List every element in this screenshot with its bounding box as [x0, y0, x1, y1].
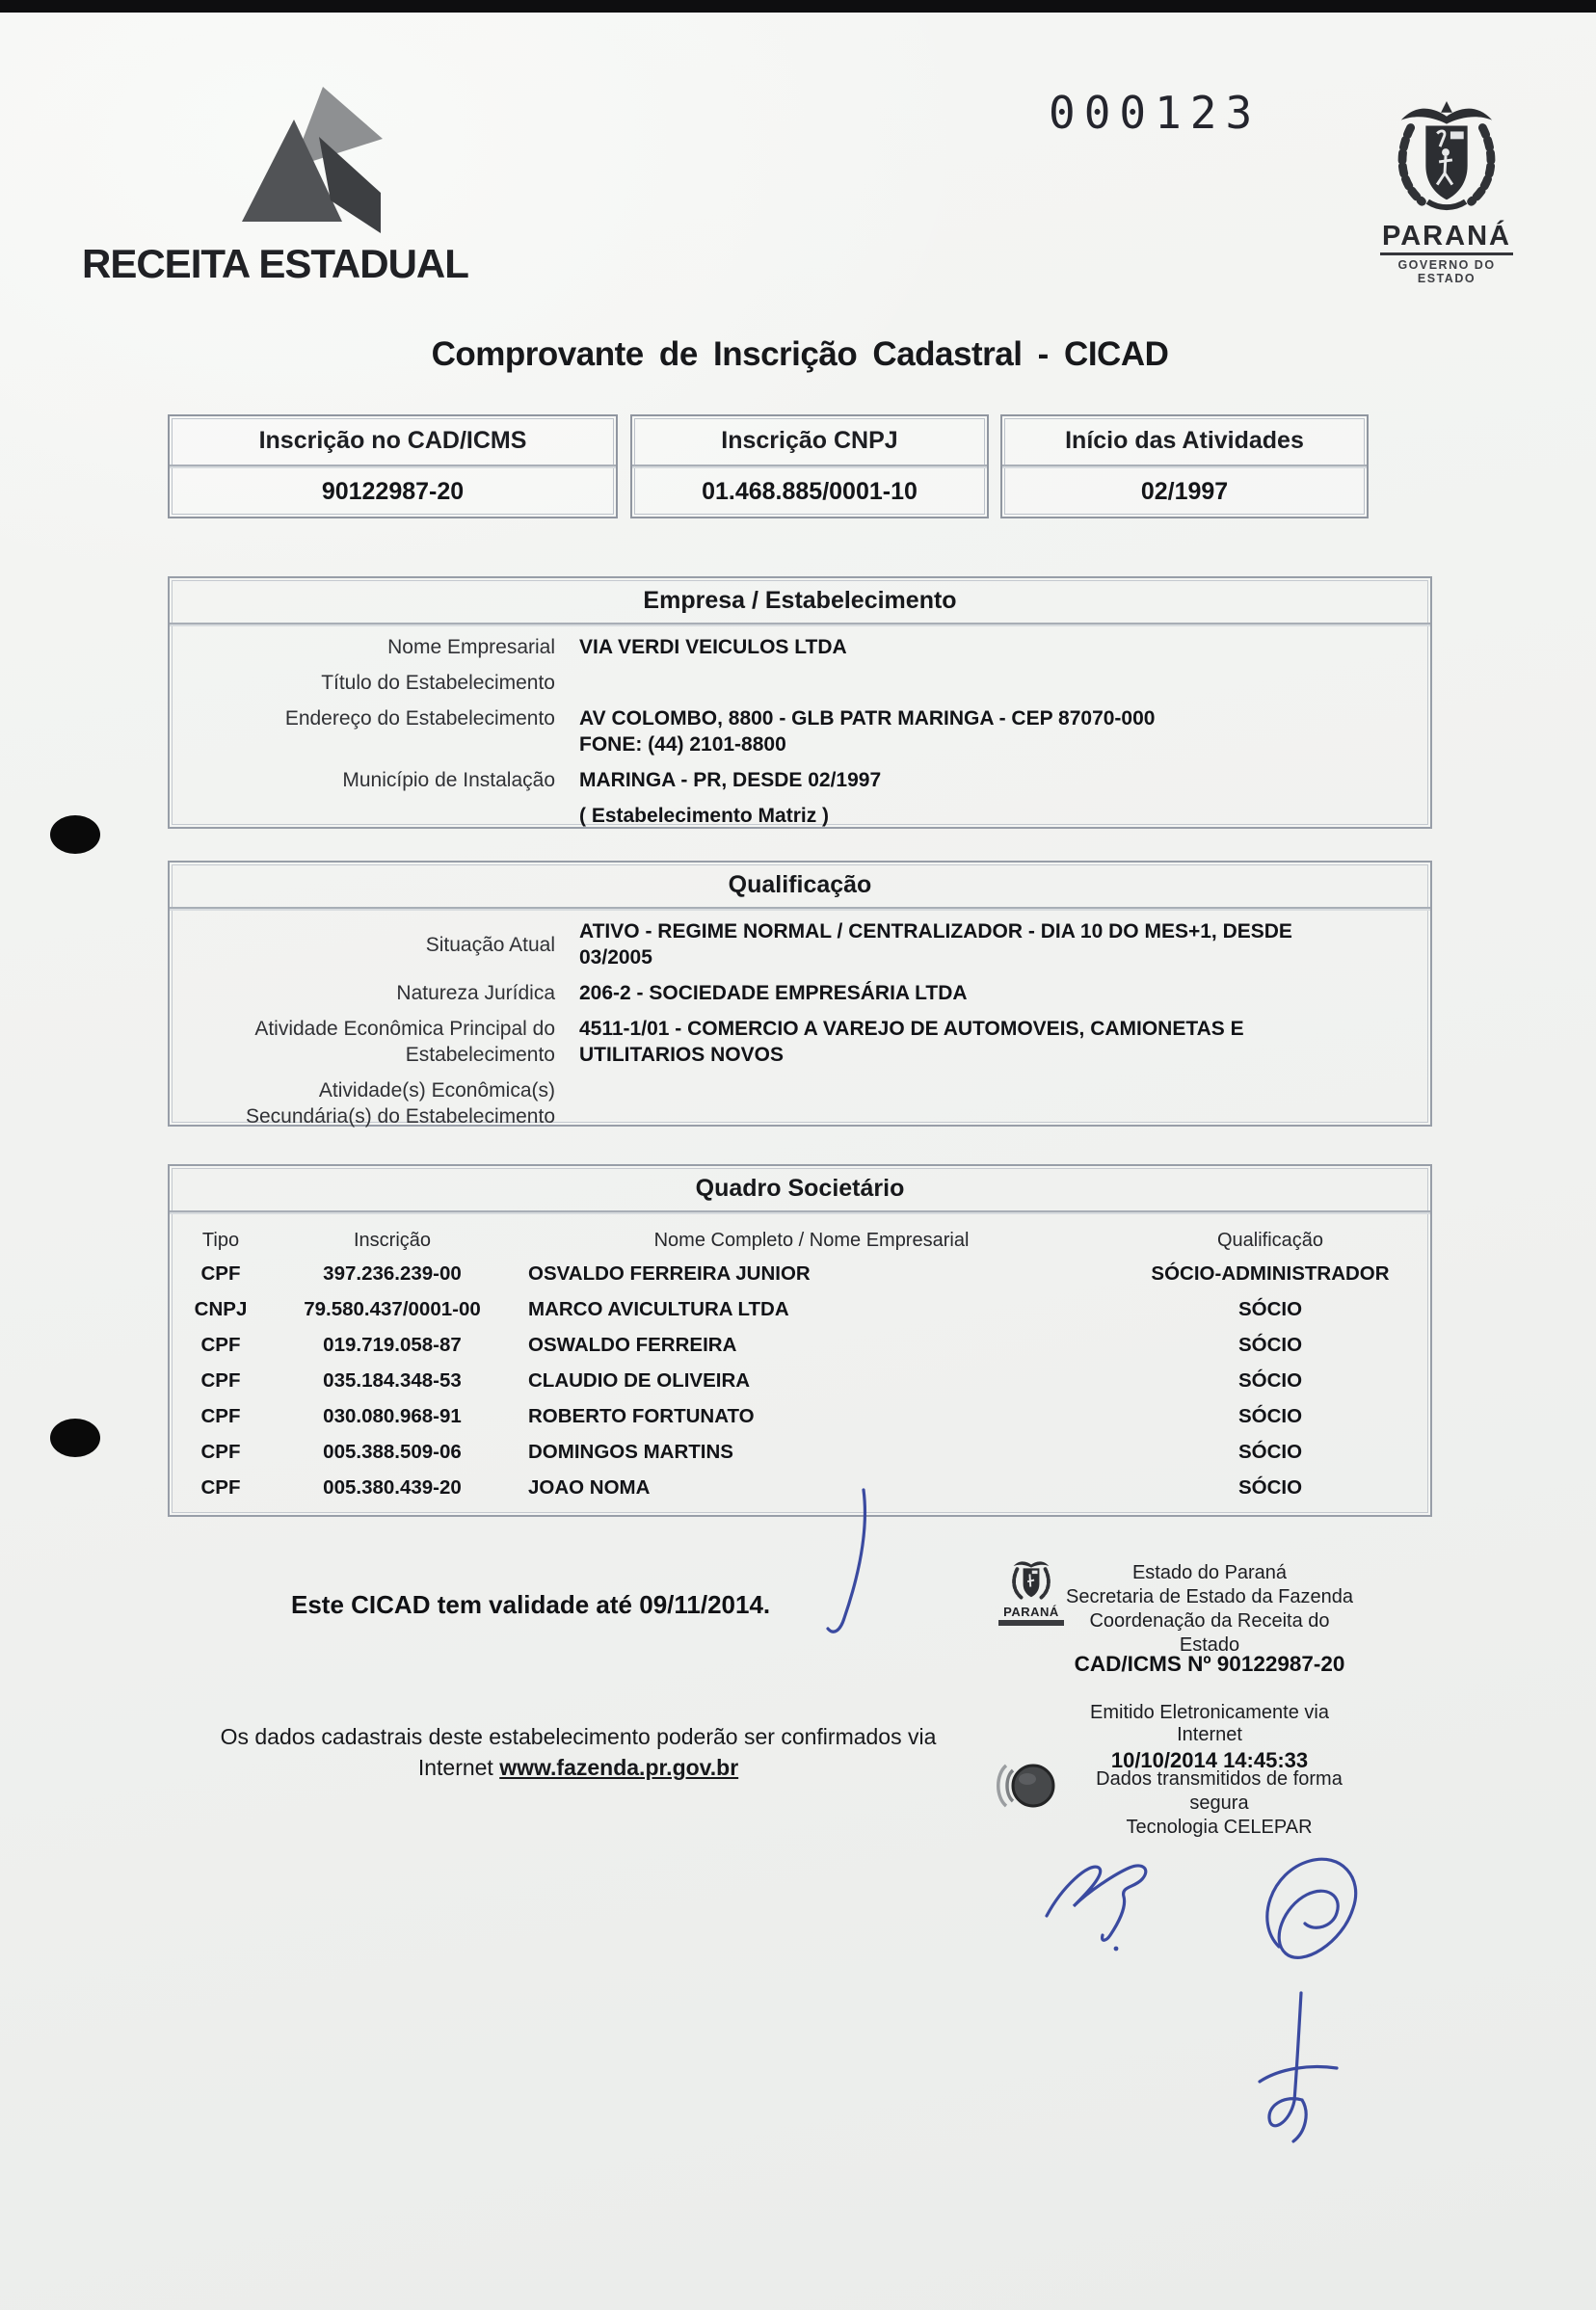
partner-row: [170, 1434, 1430, 1470]
section-title: Quadro Societário: [170, 1166, 1430, 1212]
partner-role: SÓCIO: [1237, 1368, 1303, 1392]
confirmation-note: [145, 1721, 1012, 1783]
field-label: Título do Estabelecimento: [321, 672, 555, 694]
partner-id: 019.719.058-87: [323, 1333, 462, 1356]
field-label: Município de Instalação: [342, 769, 555, 791]
summary-value: 01.468.885/0001-10: [702, 478, 918, 505]
secure-transmission-note: [1075, 1767, 1364, 1840]
partner-type: CPF: [200, 1368, 241, 1392]
field-label: Atividade Econômica Principal do Estabelecimento: [254, 1018, 555, 1066]
page-title: Comprovante de Inscrição Cadastral - CICAD: [431, 335, 1169, 373]
empresa-fields: [170, 624, 1430, 829]
parana-logo: [1367, 93, 1527, 285]
confirmation-line1: Os dados cadastrais deste estabelecimento poderão ser confirmados via: [220, 1724, 937, 1749]
partner-role: SÓCIO: [1237, 1404, 1303, 1427]
field-row: [170, 918, 1430, 970]
partner-name: OSWALDO FERREIRA: [528, 1333, 737, 1356]
partner-name: ROBERTO FORTUNATO: [528, 1404, 755, 1427]
partner-row: [170, 1398, 1430, 1434]
summary-value: 90122987-20: [321, 478, 465, 505]
partner-id: 035.184.348-53: [323, 1368, 462, 1392]
partner-type: CNPJ: [194, 1297, 248, 1320]
partner-id: 397.236.239-00: [323, 1261, 462, 1285]
field-value: ATIVO - REGIME NORMAL / CENTRALIZADOR - DIA 10 DO MES+1, DESDE 03/2005: [579, 920, 1292, 969]
emission-label: Emitido Eletronicamente via Internet: [1090, 1702, 1329, 1745]
hole-punch-top: [50, 815, 100, 854]
partner-name: OSVALDO FERREIRA JUNIOR: [528, 1261, 811, 1285]
partner-type: CPF: [200, 1440, 241, 1463]
field-value: 4511-1/01 - COMERCIO A VAREJO DE AUTOMOVEIS, CAMIONETAS E UTILITARIOS NOVOS: [579, 1018, 1244, 1066]
section-quadro-societario: [168, 1164, 1432, 1517]
partner-type: CPF: [200, 1261, 241, 1285]
partner-id: 030.080.968-91: [323, 1404, 462, 1427]
field-row: [170, 634, 1430, 660]
partner-role: SÓCIO: [1237, 1475, 1303, 1499]
parana-logo-small-name: PARANÁ: [1003, 1605, 1059, 1619]
qualificacao-fields: [170, 909, 1430, 1129]
validity-statement: Este CICAD tem validade até 09/11/2014.: [291, 1590, 771, 1619]
summary-label: Inscrição CNPJ: [632, 416, 987, 466]
receita-estadual-logo: [82, 83, 496, 287]
parana-logo-small-bar: [998, 1620, 1064, 1626]
summary-box-cnpj: [630, 414, 989, 518]
section-title: Qualificação: [170, 863, 1430, 909]
column-header-nome: Nome Completo / Nome Empresarial: [653, 1229, 970, 1251]
signature-flourish-icon: [1251, 1987, 1343, 2154]
partner-id: 79.580.437/0001-00: [304, 1297, 481, 1320]
confirmation-line2: Internet www.fazenda.pr.gov.br: [417, 1755, 739, 1780]
partner-role: SÓCIO: [1237, 1333, 1303, 1356]
parana-coat-of-arms-icon: [1367, 93, 1527, 222]
secure-line2: Tecnologia CELEPAR: [1126, 1817, 1313, 1838]
partner-role: SÓCIO: [1237, 1440, 1303, 1463]
field-label: Natureza Jurídica: [396, 982, 555, 1004]
partner-name: MARCO AVICULTURA LTDA: [528, 1297, 789, 1320]
column-header-qualificacao: Qualificação: [1216, 1229, 1324, 1251]
agency-line: Secretaria de Estado da Fazenda: [1066, 1586, 1353, 1607]
secure-transmission-seal-icon: [993, 1758, 1060, 1819]
column-header-inscricao: Inscrição: [353, 1229, 432, 1251]
scan-top-edge: [0, 0, 1596, 13]
partner-row: [170, 1363, 1430, 1398]
parana-logo-small: [998, 1555, 1064, 1626]
receita-logo-text: RECEITA ESTADUAL: [82, 241, 468, 286]
emission-timestamp: 10/10/2014 14:45:33: [1110, 1748, 1309, 1772]
partner-name: JOAO NOMA: [528, 1475, 651, 1499]
partner-row: [170, 1291, 1430, 1327]
field-label: Endereço do Estabelecimento: [284, 707, 555, 730]
secure-line1: Dados transmitidos de forma segura: [1096, 1768, 1343, 1814]
field-value: 206-2 - SOCIEDADE EMPRESÁRIA LTDA: [579, 982, 968, 1004]
section-empresa-estabelecimento: [168, 576, 1432, 829]
partner-id: 005.388.509-06: [323, 1440, 462, 1463]
section-title: Empresa / Estabelecimento: [170, 578, 1430, 624]
summary-value: 02/1997: [1140, 478, 1229, 505]
field-value: AV COLOMBO, 8800 - GLB PATR MARINGA - CEP 87070-000 FONE: (44) 2101-8800: [579, 707, 1156, 756]
parana-coat-of-arms-icon: [998, 1555, 1064, 1606]
section-qualificacao: [168, 861, 1432, 1127]
parana-logo-name: PARANÁ: [1380, 222, 1513, 255]
field-value: MARINGA - PR, DESDE 02/1997: [579, 769, 882, 791]
stamp-number: 000123: [1049, 87, 1262, 139]
partners-table-body: [170, 1256, 1430, 1505]
agency-line: Coordenação da Receita do Estado: [1089, 1610, 1330, 1656]
cadicms-number: CAD/ICMS Nº 90122987-20: [1074, 1652, 1345, 1676]
partner-type: CPF: [200, 1475, 241, 1499]
summary-box-cadicms: [168, 414, 618, 518]
field-row: [170, 1016, 1430, 1068]
partner-name: DOMINGOS MARTINS: [528, 1440, 733, 1463]
field-label: Atividade(s) Econômica(s) Secundária(s) do Estabelecimento: [245, 1079, 555, 1128]
field-value: VIA VERDI VEICULOS LTDA: [579, 636, 847, 658]
pen-stroke-icon: [824, 1484, 882, 1641]
field-row: [170, 1077, 1430, 1129]
column-header-tipo: Tipo: [201, 1229, 240, 1251]
partner-role: SÓCIO-ADMINISTRADOR: [1151, 1261, 1390, 1285]
emission-block: [1055, 1702, 1364, 1773]
summary-box-inicio-atividades: [1000, 414, 1369, 518]
field-row: [170, 767, 1430, 793]
agency-line: Estado do Paraná: [1131, 1562, 1288, 1583]
fazenda-url: www.fazenda.pr.gov.br: [499, 1755, 739, 1780]
partner-type: CPF: [200, 1404, 241, 1427]
agency-address-block: [1060, 1561, 1359, 1658]
field-value: ( Estabelecimento Matriz ): [579, 805, 830, 827]
field-row: [170, 980, 1430, 1006]
partner-row: [170, 1256, 1430, 1291]
signature-initials-icon: [1039, 1843, 1174, 1961]
partner-role: SÓCIO: [1237, 1297, 1303, 1320]
signature-scribble-icon: [1246, 1852, 1367, 1987]
partner-type: CPF: [200, 1333, 241, 1356]
partner-id: 005.380.439-20: [323, 1475, 462, 1499]
field-row: [170, 670, 1430, 696]
partner-row: [170, 1470, 1430, 1505]
partner-name: CLAUDIO DE OLIVEIRA: [528, 1368, 751, 1392]
field-label: Nome Empresarial: [387, 636, 555, 658]
parana-logo-subtitle: GOVERNO DO ESTADO: [1397, 258, 1496, 285]
field-label: Situação Atual: [425, 933, 555, 956]
partner-row: [170, 1327, 1430, 1363]
summary-label: Início das Atividades: [1002, 416, 1367, 466]
partners-table-header: [170, 1225, 1430, 1256]
summary-label: Inscrição no CAD/ICMS: [170, 416, 616, 466]
receita-triangles-icon: [82, 83, 496, 239]
field-row: [170, 803, 1430, 829]
hole-punch-bottom: [50, 1419, 100, 1457]
field-row: [170, 705, 1430, 757]
